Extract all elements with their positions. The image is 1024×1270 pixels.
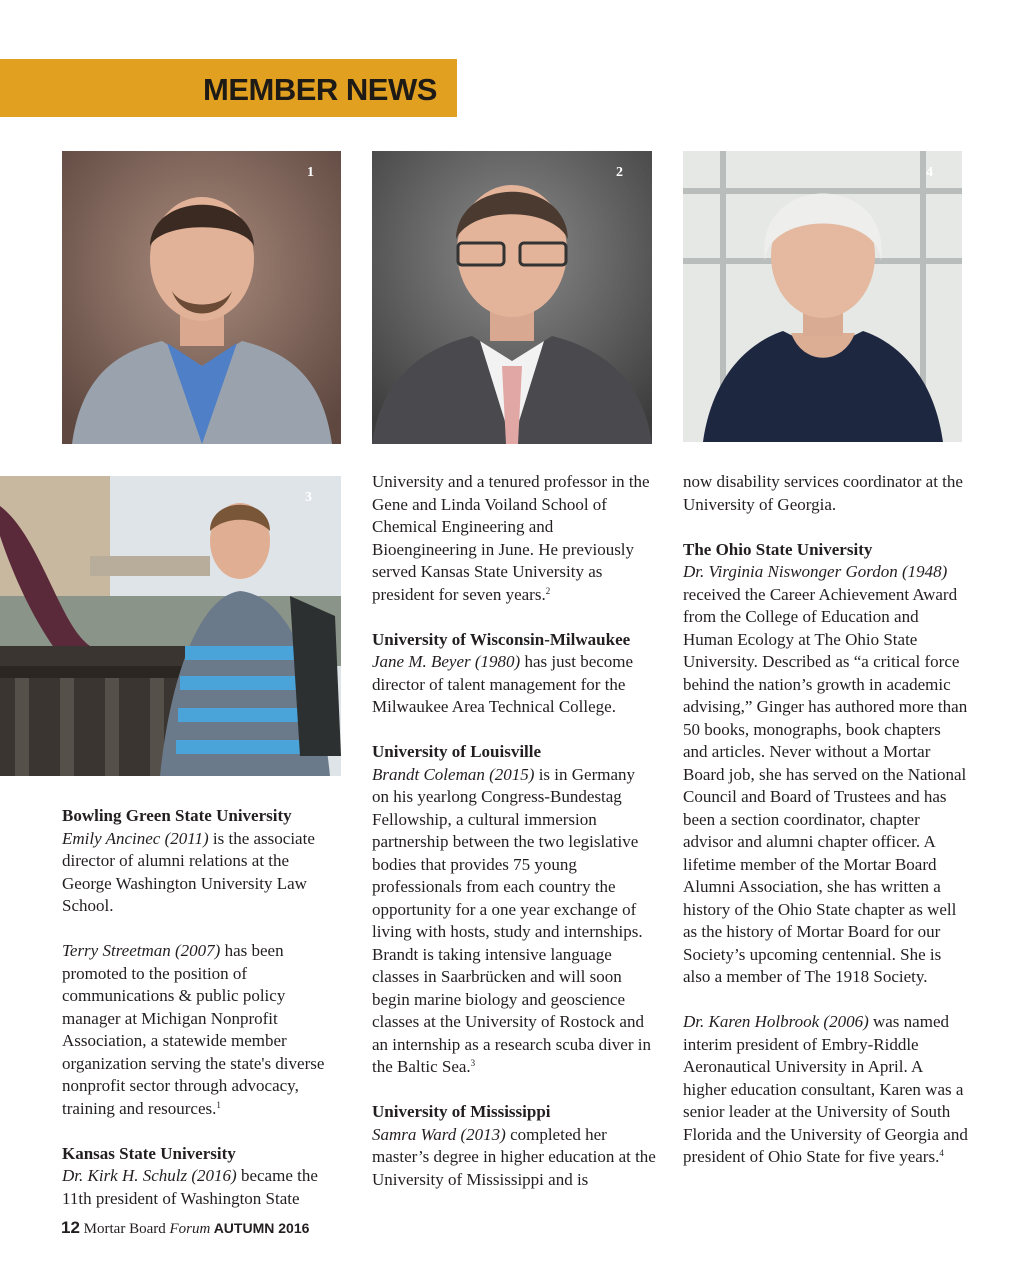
photo-2 — [372, 151, 652, 444]
university-heading: University of Mississippi — [372, 1102, 551, 1121]
news-item-ksu — [62, 1143, 342, 1211]
photo-ref: 4 — [939, 1148, 944, 1158]
photo-3 — [0, 476, 341, 776]
news-item-holbrook — [683, 1011, 969, 1169]
publication-forum: Forum — [169, 1221, 211, 1237]
member-name: Brandt Coleman (2015) — [372, 764, 535, 784]
university-heading: University of Wisconsin-Milwaukee — [372, 629, 631, 649]
member-name: Terry Streetman (2007) — [62, 941, 221, 960]
member-name: Jane M. Beyer (1980) — [372, 652, 521, 671]
news-text: became the 11th president of Washington State — [62, 1166, 318, 1208]
news-text: was named interim president of Embry-Riddle Aeronautical University in April. A higher education consultant, Karen was a senior leader at the University of South Florida and the University of Georgia and president of Ohio State for five years. — [683, 1012, 968, 1166]
photo-number: 1 — [307, 165, 314, 180]
news-text: is the associate director of alumni relations at the George Washington University Law School. — [62, 828, 315, 915]
news-text: is in Germany on his yearlong Congress-Bundestag Fellowship, a cultural immersion partnership between the two legislative bodies that provides 75 young professionals from each country the opportunity for a one year exchange of living with hosts, study and internships. Brandt is taking intensive language classes in Saarbrücken and will soon begin marine biology and geoscience classes at the University of Rostock and an internship as a research scuba diver in the Baltic Sea. — [372, 764, 651, 1076]
news-item-uwm — [372, 629, 656, 719]
publication-name: Mortar Board — [79, 1221, 170, 1237]
photo-ref: 2 — [545, 585, 551, 596]
university-heading: Kansas State University — [62, 1143, 236, 1163]
page-footer — [61, 1218, 309, 1238]
photo-4 — [683, 151, 962, 442]
news-item-ksu-cont — [372, 471, 656, 606]
university-heading: The Ohio State University — [683, 539, 873, 559]
news-item-mississippi-cont — [683, 471, 969, 516]
photo-number: 2 — [616, 165, 623, 180]
photo-number: 3 — [305, 490, 312, 505]
news-item-osu — [683, 539, 969, 989]
member-name: Dr. Virginia Niswonger Gordon (1948) — [683, 562, 948, 581]
member-name: Dr. Kirk H. Schulz (2016) — [62, 1166, 237, 1185]
photo-number: 4 — [926, 165, 933, 180]
member-name: Emily Ancinec (2011) — [62, 828, 209, 848]
photo-1 — [62, 151, 341, 444]
news-text: has been promoted to the position of communications & public policy manager at Michigan Nonprofit Association, a statewide member organization serving the state's diverse nonprofit sector through advocacy, training and resources. — [62, 941, 325, 1118]
photo-ref: 3 — [470, 1058, 476, 1068]
news-text: completed her master’s degree in higher education at the University of Mississippi and is — [372, 1124, 656, 1189]
news-text: received the Career Achievement Award from the College of Education and Human Ecology at The Ohio State University. Described as “a critical force behind the nation’s growth in academic advising,” Ginger has authored more than 50 books, monographs, book chapters and articles. Never without a Mortar Board job, she has served on the National Council and Board of Trustees and has been a section coordinator, chapter advisor and alumni chapter officer. A lifetime member of the Mortar Board Alumni Association, she has written a history of the Ohio State chapter as well as the history of Mortar Board for our Society’s upcoming centennial. She is also a member of The 1918 Society. — [683, 584, 968, 986]
column-3 — [683, 471, 969, 1191]
column-2 — [372, 471, 656, 1214]
photo-ref: 1 — [216, 1099, 221, 1110]
university-heading: University of Louisville — [372, 742, 542, 761]
member-name: Dr. Karen Holbrook (2006) — [683, 1012, 869, 1031]
news-text: University and a tenured professor in the Gene and Linda Voiland School of Chemical Engineering and Bioengineering in June. He previously served Kansas State University as president for seven years. — [372, 472, 650, 604]
university-heading: Bowling Green State University — [62, 806, 292, 825]
news-text: now disability services coordinator at the University of Georgia. — [683, 472, 963, 514]
member-name: Samra Ward (2013) — [372, 1124, 506, 1144]
news-text: has just become director of talent management for the Milwaukee Area Technical College. — [372, 652, 634, 716]
news-item-mississippi — [372, 1101, 656, 1191]
section-title: MEMBER NEWS — [203, 72, 437, 107]
column-1 — [62, 805, 342, 1233]
page-number: 12 — [61, 1218, 80, 1237]
news-item-louisville — [372, 741, 656, 1079]
news-item-bgsu — [62, 805, 342, 918]
issue-season: AUTUMN 2016 — [210, 1220, 310, 1236]
news-item-terry — [62, 940, 342, 1120]
